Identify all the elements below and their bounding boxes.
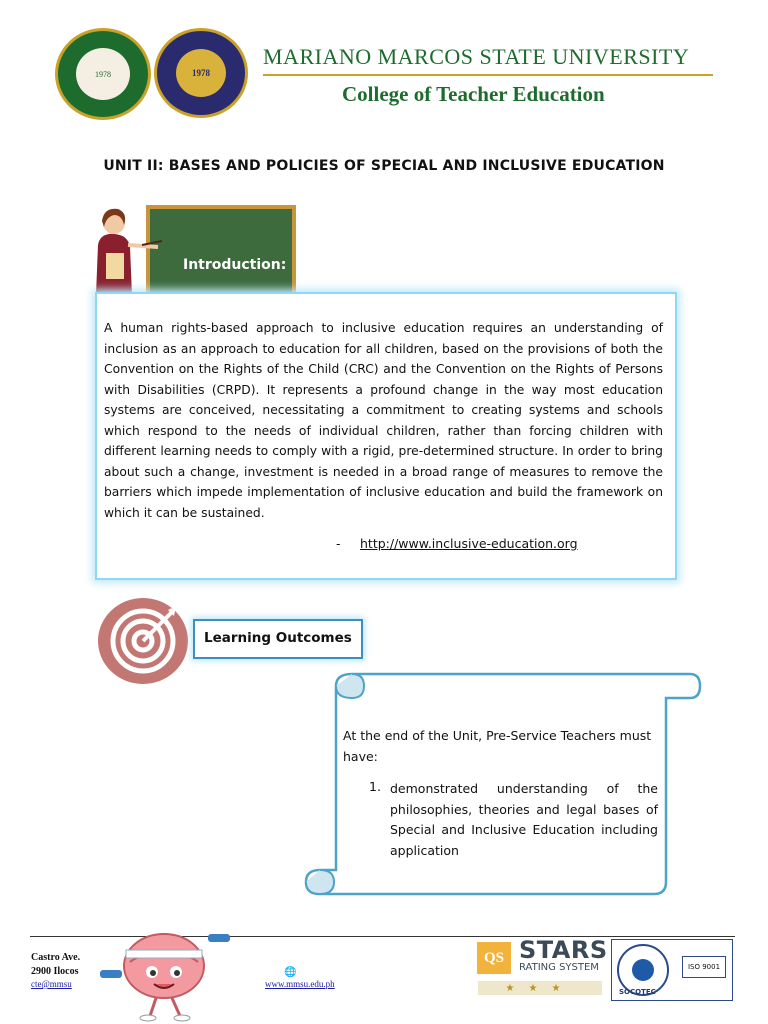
mmsu-seal-logo xyxy=(55,28,151,120)
source-link[interactable]: http://www.inclusive-education.org xyxy=(360,536,578,551)
target-icon xyxy=(98,598,188,684)
chalkboard-illustration xyxy=(146,205,296,303)
source-dash: - xyxy=(336,536,341,551)
college-name: College of Teacher Education xyxy=(342,82,605,106)
website-link[interactable]: www.mmsu.edu.ph xyxy=(265,979,335,989)
university-name: MARIANO MARCOS STATE UNIVERSITY xyxy=(263,44,690,69)
cte-seal-year: 1978 xyxy=(192,68,210,78)
address-line-1: Castro Ave. xyxy=(31,952,81,963)
header-divider xyxy=(263,74,713,76)
brain-mascot-illustration xyxy=(96,926,236,1022)
learning-outcomes-label: Learning Outcomes xyxy=(204,630,352,646)
mmsu-seal-year: 1978 xyxy=(95,69,111,79)
qs-star-rating: ★★★ xyxy=(478,981,602,995)
introduction-label: Introduction: xyxy=(183,257,287,273)
address-line-2: 2900 Ilocos xyxy=(31,966,79,977)
globe-icon: 🌐 xyxy=(284,967,297,978)
qs-stars-subtitle: RATING SYSTEM xyxy=(519,962,599,973)
qs-stars-title: STARS xyxy=(519,936,608,964)
teacher-illustration xyxy=(92,205,162,295)
introduction-text: A human rights-based approach to inclusive education requires an understanding of inclusion as an approach to education for all children, based on the provisions of both the Convention on the Rights of the Child (CRC) and the Convention on the Rights of Persons with Disabilities (CRPD). It represents a profound change in the way most education systems are conceived, necessitating a commitment to creating systems and schools which respond to the needs of individual children, rather than forcing children with different learning needs to comply with a rigid, pre-determined structure. In order to bring about such a change, investment is needed in a broad range of measures to remove the barriers which impede implementation of inclusive education and build the framework on which it can be sustained. xyxy=(104,321,663,520)
unit-title: UNIT II: BASES AND POLICIES OF SPECIAL AND INCLUSIVE EDUCATION xyxy=(103,158,665,174)
email-link[interactable]: cte@mmsu xyxy=(31,979,72,989)
iso-standard-label: ISO 9001 xyxy=(682,956,726,978)
learning-outcomes-intro: At the end of the Unit, Pre-Service Teachers must have: xyxy=(343,728,652,764)
outcome-item: demonstrated understanding of the philosophies, theories and legal bases of Special and Inclusive Education including application xyxy=(390,781,658,858)
qs-logo: QS xyxy=(477,942,511,974)
certifier-name: SOCOTEC xyxy=(619,988,656,996)
outcome-number: 1. xyxy=(369,779,381,794)
cte-seal-logo xyxy=(154,28,248,118)
